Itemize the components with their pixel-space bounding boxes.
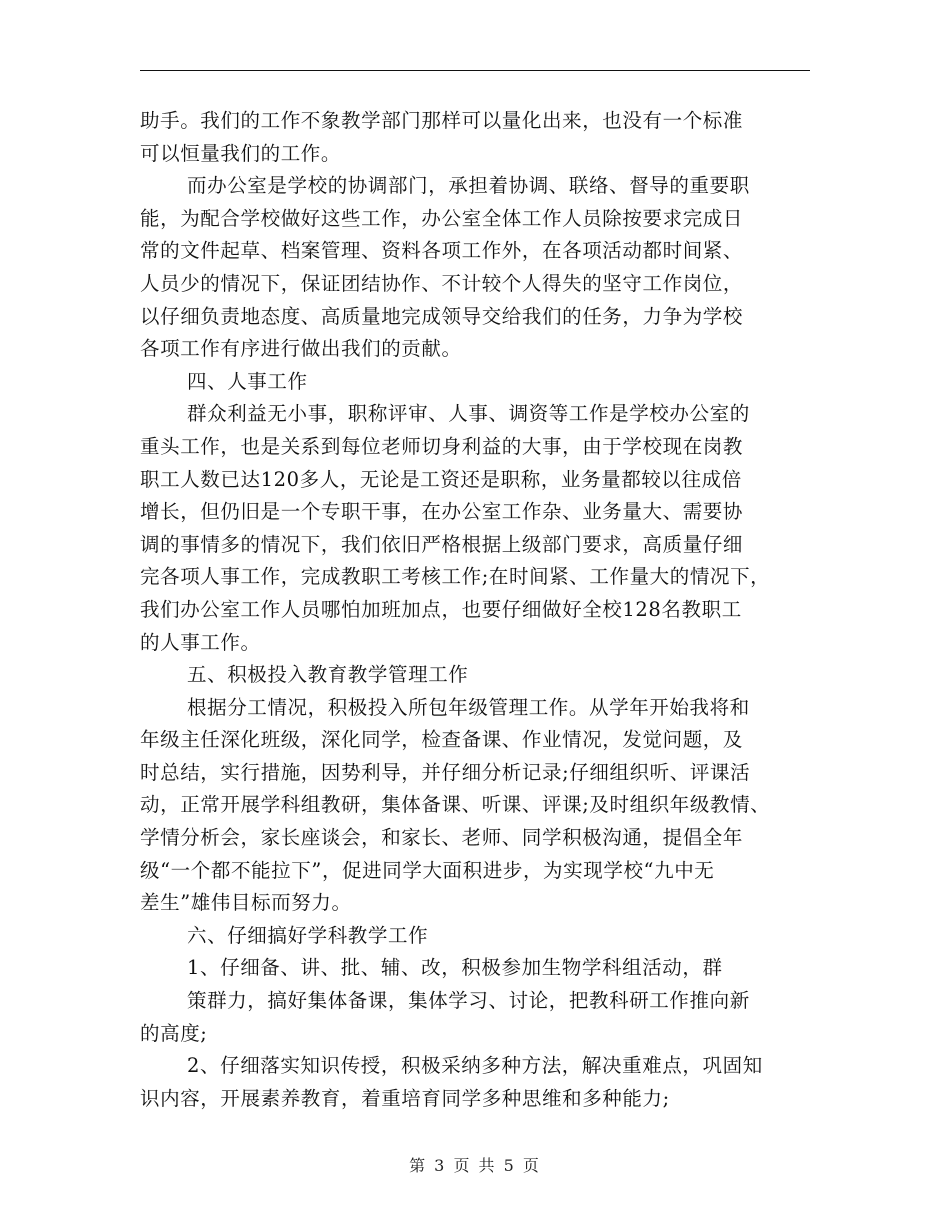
text-line: 重头工作，也是关系到每位老师切身利益的大事，由于学校现在岗教	[140, 434, 744, 458]
text-line: 群众利益无小事，职称评审、人事、调资等工作是学校办公室的	[187, 402, 750, 426]
text-line: 我们办公室工作人员哪怕加班加点，也要仔细做好全校128名教职工	[140, 597, 742, 621]
text-line: 差生”雄伟目标而努力。	[140, 891, 352, 915]
text-line: 以仔细负责地态度、高质量地完成领导交给我们的任务，力争为学校	[140, 304, 744, 328]
text-line: 各项工作有序进行做出我们的贡献。	[140, 337, 462, 361]
text-line: 能，为配合学校做好这些工作，办公室全体工作人员除按要求完成日	[140, 206, 744, 230]
text-line: 人员少的情况下，保证团结协作、不计较个人得失的坚守工作岗位，	[140, 271, 744, 295]
text-line: 年级主任深化班级，深化同学，检查备课、作业情况，发觉问题，及	[140, 728, 744, 752]
page-number-footer: 第 3 页 共 5 页	[409, 1156, 541, 1175]
text-line: 学情分析会，家长座谈会，和家长、老师、同学积极沟通，提倡全年	[140, 826, 744, 850]
text-line: 1、仔细备、讲、批、辅、改，积极参加生物学科组活动，群	[187, 956, 723, 980]
text-line: 调的事情多的情况下，我们依旧严格根据上级部门要求，高质量仔细	[140, 532, 744, 556]
text-line: 五、积极投入教育教学管理工作	[187, 663, 469, 687]
text-line: 的高度;	[140, 1021, 208, 1045]
text-line: 完各项人事工作，完成教职工考核工作;在时间紧、工作量大的情况下，	[140, 565, 771, 589]
text-line: 助手。我们的工作不象教学部门那样可以量化出来，也没有一个标准	[140, 109, 744, 132]
text-line: 常的文件起草、档案管理、资料各项工作外，在各项活动都时间紧、	[140, 239, 744, 263]
text-line: 策群力，搞好集体备课，集体学习、讨论，把教科研工作推向新	[187, 989, 750, 1013]
text-line: 的人事工作。	[140, 630, 261, 654]
text-line: 2、仔细落实知识传授，积极采纳多种方法，解决重难点，巩固知	[187, 1054, 763, 1078]
text-line: 而办公室是学校的协调部门，承担着协调、联络、督导的重要职	[187, 174, 750, 198]
text-line: 级“一个都不能拉下”，促进同学大面积进步，为实现学校“九中无	[140, 858, 715, 882]
text-line: 识内容，开展素养教育，着重培育同学多种思维和多种能力;	[140, 1086, 670, 1110]
text-line: 时总结，实行措施，因势利导，并仔细分析记录;仔细组织听、评课活	[140, 760, 751, 784]
header-rule	[140, 70, 810, 71]
text-line: 四、人事工作	[187, 369, 308, 393]
text-line: 职工人数已达120多人，无论是工资还是职称，业务量都较以往成倍	[140, 467, 742, 491]
text-line: 可以恒量我们的工作。	[140, 141, 342, 165]
text-line: 增长，但仍旧是一个专职干事，在办公室工作杂、业务量大、需要协	[140, 500, 744, 524]
text-line: 根据分工情况，积极投入所包年级管理工作。从学年开始我将和	[187, 695, 750, 719]
text-line: 动，正常开展学科组教研，集体备课、听课、评课;及时组织年级教情、	[140, 793, 771, 817]
body-text	[140, 105, 810, 1115]
text-line: 六、仔细搞好学科教学工作	[187, 923, 429, 947]
